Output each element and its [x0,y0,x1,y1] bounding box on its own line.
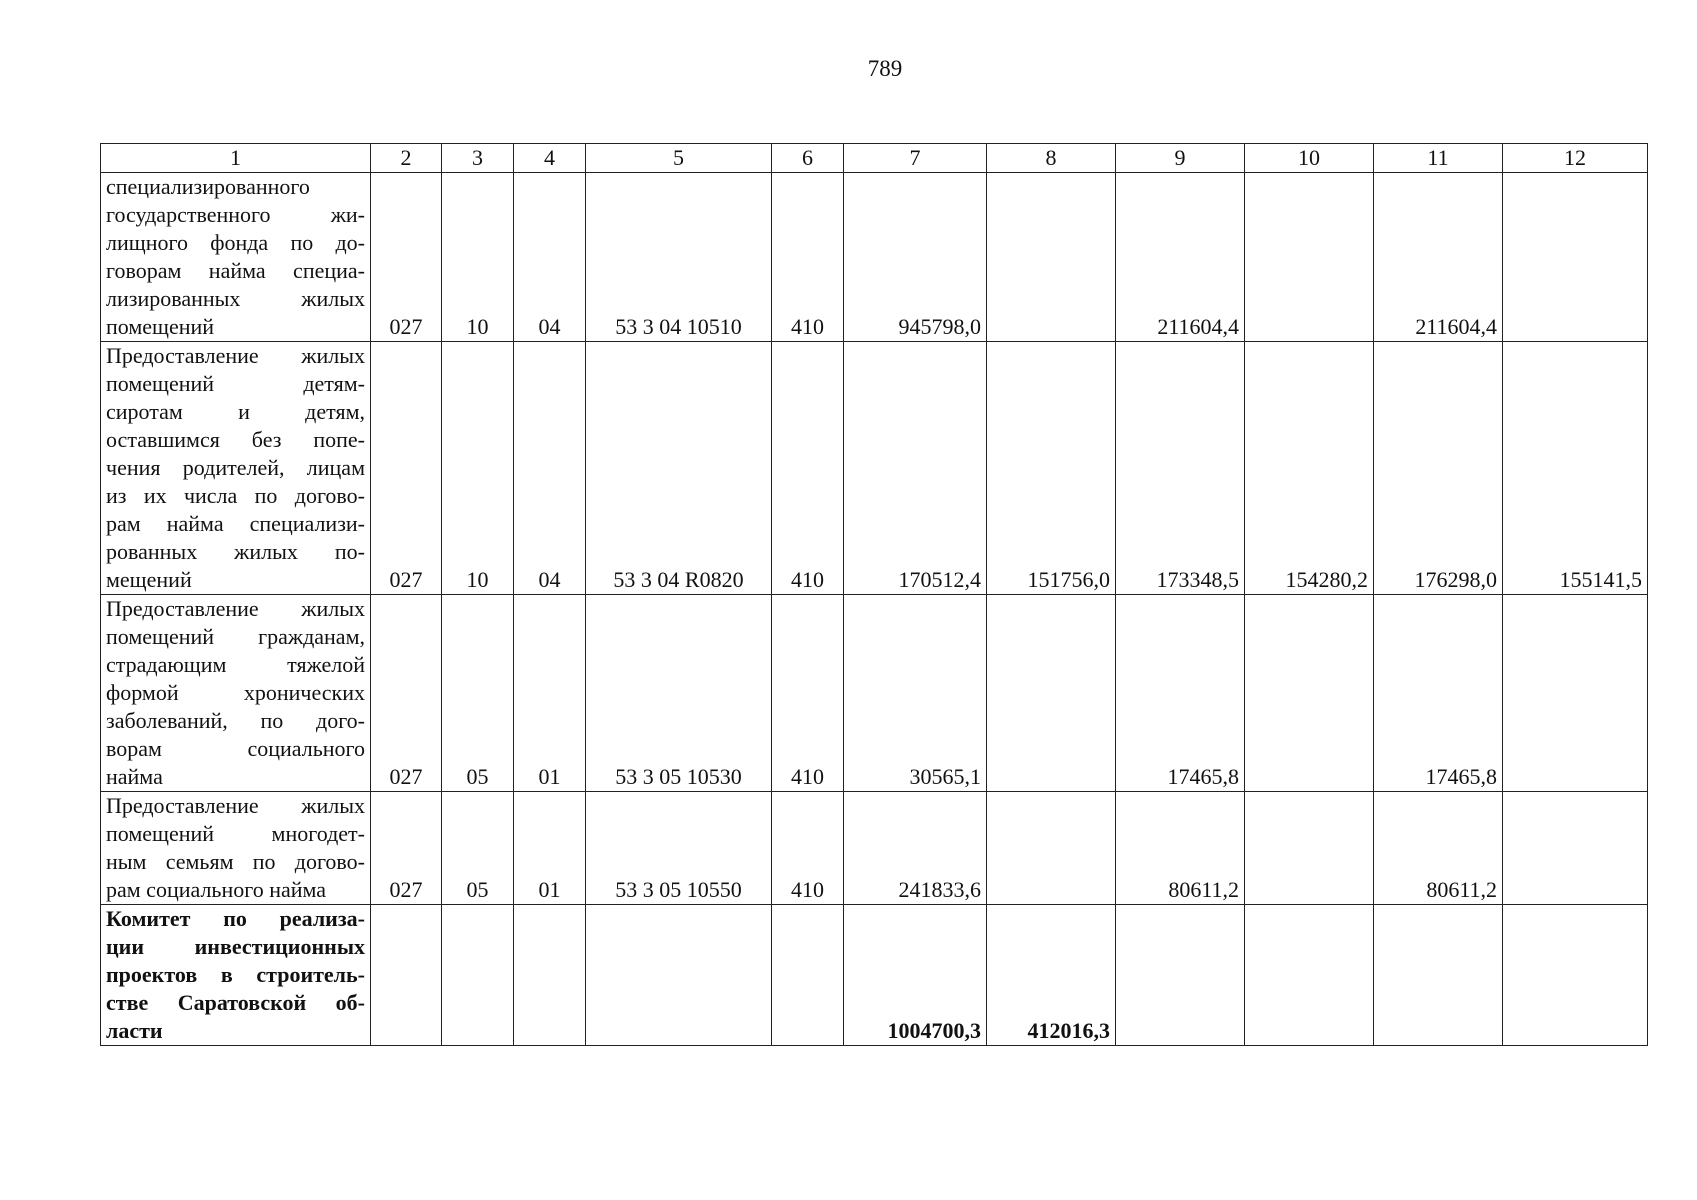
column-header: 1 [101,144,371,173]
page-number: 789 [867,56,903,81]
table-row [101,342,1648,595]
description-line: ным семьям по догово- [106,849,365,874]
description-line: проектов в строитель- [106,962,365,987]
amount-col-12 [1503,792,1648,905]
description-line: Предоставление жилых [106,793,365,818]
description-line: чения родителей, лицам [106,455,365,480]
column-header: 10 [1245,144,1374,173]
description-line: помещений детям- [106,371,365,396]
amount-col-7: 1004700,3 [844,905,987,1046]
description-line: формой хронических [106,680,365,705]
description-line: страдающим тяжелой [106,652,365,677]
amount-col-9: 80611,2 [1116,792,1245,905]
description-line: лизированных жилых [106,286,365,311]
amount-col-9 [1116,905,1245,1046]
target-article-code: 53 3 04 10510 [586,173,772,342]
amount-col-10 [1245,905,1374,1046]
description-line: помещений [106,314,215,339]
amount-col-7: 945798,0 [844,173,987,342]
description-line: рованных жилых по- [106,539,365,564]
section-code: 10 [442,342,514,595]
ministry-code [371,905,442,1046]
amount-col-11: 17465,8 [1374,595,1503,792]
row-description [101,905,371,1046]
amount-col-7: 30565,1 [844,595,987,792]
table-row-total [101,905,1648,1046]
description-line: ции инвестиционных [106,934,365,959]
table-row [101,595,1648,792]
column-header: 5 [586,144,772,173]
amount-col-7: 241833,6 [844,792,987,905]
expense-type-code: 410 [772,595,844,792]
budget-table [100,143,1648,1046]
description-line: помещений гражданам, [106,624,365,649]
amount-col-8 [987,792,1116,905]
description-line: из их числа по догово- [106,483,365,508]
table-row [101,173,1648,342]
expense-type-code: 410 [772,173,844,342]
description-line: ласти [106,1018,163,1043]
expense-type-code: 410 [772,342,844,595]
column-header: 2 [371,144,442,173]
description-line: специализированного [106,174,310,199]
table-row [101,792,1648,905]
header-row [101,144,1648,173]
amount-col-12 [1503,173,1648,342]
amount-col-9: 211604,4 [1116,173,1245,342]
amount-col-8: 412016,3 [987,905,1116,1046]
description-line: рам найма специализи- [106,511,365,536]
amount-col-9: 17465,8 [1116,595,1245,792]
amount-col-12 [1503,905,1648,1046]
description-line: заболеваний, по дого- [106,708,365,733]
section-code: 05 [442,792,514,905]
ministry-code: 027 [371,792,442,905]
expense-type-code [772,905,844,1046]
description-line: Комитет по реализа- [106,906,365,931]
subsection-code [514,905,586,1046]
column-header: 7 [844,144,987,173]
amount-col-11 [1374,905,1503,1046]
amount-col-8 [987,595,1116,792]
description-line: сиротам и детям, [106,399,365,424]
description-line: говорам найма специа- [106,258,365,283]
ministry-code: 027 [371,173,442,342]
column-header: 8 [987,144,1116,173]
row-description [101,342,371,595]
column-header: 3 [442,144,514,173]
amount-col-8: 151756,0 [987,342,1116,595]
description-line: ворам социального [106,736,365,761]
column-header: 11 [1374,144,1503,173]
description-line: стве Саратовской об- [106,990,365,1015]
target-article-code: 53 3 05 10550 [586,792,772,905]
column-header: 6 [772,144,844,173]
section-code [442,905,514,1046]
description-line: рам социального найма [106,877,327,902]
column-header: 12 [1503,144,1648,173]
target-article-code [586,905,772,1046]
amount-col-12 [1503,595,1648,792]
amount-col-8 [987,173,1116,342]
description-line: лищного фонда по до- [106,230,365,255]
amount-col-10 [1245,173,1374,342]
amount-col-10: 154280,2 [1245,342,1374,595]
column-header: 9 [1116,144,1245,173]
description-line: помещений многодет- [106,821,365,846]
row-description [101,792,371,905]
ministry-code: 027 [371,595,442,792]
amount-col-11: 80611,2 [1374,792,1503,905]
section-code: 10 [442,173,514,342]
description-line: Предоставление жилых [106,596,365,621]
subsection-code: 01 [514,792,586,905]
row-description [101,595,371,792]
amount-col-10 [1245,595,1374,792]
amount-col-10 [1245,792,1374,905]
amount-col-12: 155141,5 [1503,342,1648,595]
ministry-code: 027 [371,342,442,595]
description-line: Предоставление жилых [106,343,365,368]
row-description [101,173,371,342]
target-article-code: 53 3 04 R0820 [586,342,772,595]
subsection-code: 04 [514,342,586,595]
subsection-code: 01 [514,595,586,792]
description-line: оставшимся без попе- [106,427,365,452]
amount-col-7: 170512,4 [844,342,987,595]
subsection-code: 04 [514,173,586,342]
description-line: найма [106,764,163,789]
amount-col-11: 176298,0 [1374,342,1503,595]
amount-col-11: 211604,4 [1374,173,1503,342]
expense-type-code: 410 [772,792,844,905]
amount-col-9: 173348,5 [1116,342,1245,595]
target-article-code: 53 3 05 10530 [586,595,772,792]
description-line: мещений [106,567,192,592]
section-code: 05 [442,595,514,792]
column-header: 4 [514,144,586,173]
description-line: государственного жи- [106,202,365,227]
